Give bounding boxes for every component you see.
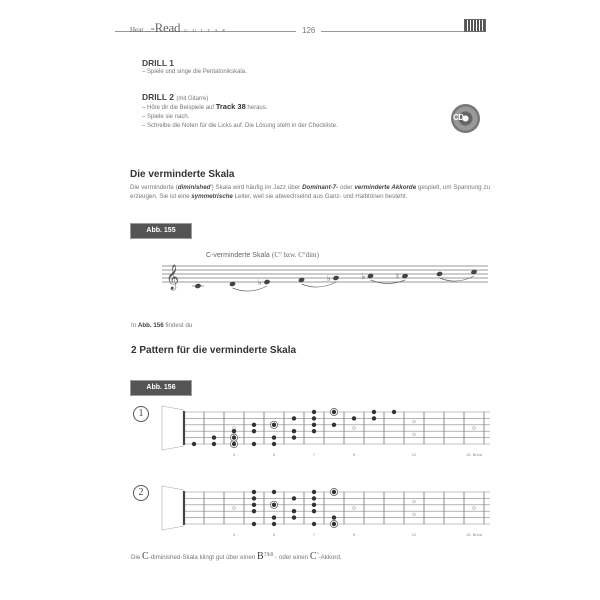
closing-caption (131, 551, 342, 562)
pattern-number-1: 1 (133, 406, 149, 422)
section-paragraph (130, 183, 490, 201)
note-head (436, 271, 443, 277)
headstock (162, 486, 184, 530)
note-head (194, 283, 201, 289)
figure-reference: Abb. 156 (137, 322, 164, 329)
fret-number-label: 5 (272, 452, 276, 457)
scale-dot (292, 509, 296, 513)
scale-dot (292, 435, 296, 439)
staff-notes (192, 269, 478, 291)
fret-marker (233, 507, 236, 510)
root-dot (332, 490, 336, 494)
fret-number-label: 7 (312, 532, 316, 537)
scale-dot (252, 423, 256, 427)
text: -diminished-Skala klingt gut über einen (148, 554, 258, 561)
emphasis-term: diminished (177, 184, 211, 191)
text: Die verminderte ( (130, 184, 178, 191)
root-dot (272, 423, 276, 427)
drill-2-line: – Spiele sie nach. (142, 114, 190, 120)
scale-dot (252, 496, 256, 500)
root-dot (272, 503, 276, 507)
slur (440, 276, 475, 281)
drill-1 (142, 58, 247, 77)
natural-sign: ♮ (396, 272, 399, 281)
scale-dot (272, 490, 276, 494)
headstock (162, 406, 184, 450)
text: - oder einen (273, 554, 310, 561)
text: Die (131, 554, 143, 561)
scale-dot (292, 515, 296, 519)
keyboard-logo-icon (464, 19, 486, 32)
drill-2 (142, 92, 338, 131)
emphasis-term: Dominant-7- (302, 184, 339, 191)
brand-big: -Read (150, 20, 181, 35)
drill-1-line: – Spiele und singe die Pentatonikskala. (142, 69, 247, 75)
flat-sign: ♭ (258, 278, 262, 287)
flat-sign: ♭ (361, 272, 366, 281)
page-number: 126 (296, 26, 321, 35)
text: In (131, 322, 138, 329)
scale-dot (392, 410, 396, 414)
scale-dot (352, 416, 356, 420)
fret-marker (233, 427, 236, 430)
pattern-number-2: 2 (133, 485, 149, 501)
section-patterns (131, 345, 296, 356)
drill-2-line-track (142, 102, 338, 113)
root-dot (232, 435, 236, 439)
flat-sign: ♭ (327, 274, 331, 283)
scale-dot (192, 442, 196, 446)
drill-2-title-text: DRILL 2 (142, 92, 174, 102)
fret-number-label: 9 (352, 532, 356, 537)
scale-dot (312, 429, 316, 433)
text: oder (338, 184, 355, 191)
fret-marker (413, 420, 416, 423)
scale-dot (312, 416, 316, 420)
scale-dot (332, 423, 336, 427)
scale-dot (372, 410, 376, 414)
scale-dot (312, 509, 316, 513)
scale-dot (252, 490, 256, 494)
drill-2-subtitle: (mit Gitarre) (176, 96, 209, 102)
fret-number-label: 12 (411, 532, 417, 537)
scale-dot (292, 429, 296, 433)
staff-chord: (C° bzw. C°dim) (272, 251, 319, 259)
slur (302, 282, 337, 287)
note-head (332, 275, 339, 281)
text: Leiter, weil sie abwechselnd aus Ganz- und Halbtönen besteht. (232, 193, 408, 200)
fret-number-label: 9 (352, 452, 356, 457)
root-dot (232, 442, 236, 446)
staff-title: C-verminderte Skala (206, 252, 270, 259)
scale-dot (312, 496, 316, 500)
fret-number-label: 3 (232, 532, 236, 537)
fretboard-pattern-2 (160, 480, 490, 542)
fret-number-label: 7 (312, 452, 316, 457)
fret-marker (353, 507, 356, 510)
scale-dot (312, 410, 316, 414)
slur (233, 286, 268, 291)
scale-dot (252, 429, 256, 433)
fret-marker (473, 427, 476, 430)
fret-marker (413, 433, 416, 436)
text: -Akkord. (318, 554, 342, 561)
scale-dot (272, 435, 276, 439)
scale-dot (292, 496, 296, 500)
text: ') Skala wird häufig im Jazz über (210, 184, 303, 191)
text: – Höre dir die Beispiele auf (142, 105, 216, 111)
scale-dot (312, 522, 316, 526)
section-heading: 2 Pattern für die verminderte Skala (131, 345, 297, 356)
brand-small: Hear ... (130, 26, 151, 34)
root-dot (332, 522, 336, 526)
fret-marker (473, 507, 476, 510)
section-heading: Die verminderte Skala (130, 169, 235, 180)
intro-156 (131, 322, 192, 329)
fretboard-pattern-1 (160, 400, 490, 462)
chord-suffix: ° (316, 551, 319, 558)
scale-dot (332, 515, 336, 519)
scale-dot (312, 490, 316, 494)
track-reference: Track 38 (215, 102, 246, 111)
brand-sub: GUITAR (184, 28, 230, 33)
drill-2-line: – Schreibe die Noten für die Licks auf. Die Lösung steht in der Checkliste. (142, 123, 338, 129)
note-head (263, 279, 270, 285)
fret-number-label: 15. Bund (465, 532, 483, 537)
figure-label-155: Abb. 155 (131, 224, 191, 238)
chord-root: C (142, 551, 149, 562)
fret-marker (413, 500, 416, 503)
scale-dot (252, 503, 256, 507)
scale-dot (252, 509, 256, 513)
treble-clef-icon: 𝄞 (166, 265, 180, 290)
text: heraus. (245, 105, 268, 111)
scale-dot (292, 416, 296, 420)
root-dot (332, 410, 336, 414)
chord-cdim: C (309, 551, 317, 562)
emphasis-term: verminderte Akkorde (354, 184, 417, 191)
fret-number-label: 5 (272, 532, 276, 537)
fret-number-label: 3 (232, 452, 236, 457)
music-staff (160, 244, 490, 300)
scale-dot (272, 515, 276, 519)
cd-label: CD (453, 113, 464, 122)
scale-dot (372, 416, 376, 420)
chord-b7: B (257, 551, 264, 562)
fret-marker (353, 427, 356, 430)
scale-dot (212, 442, 216, 446)
emphasis-term: symmetrische (191, 193, 233, 200)
fret-number-label: 12 (411, 452, 417, 457)
scale-dot (252, 442, 256, 446)
text: gespielt, um Spannung zu erzeugen. Sie ist eine (130, 184, 491, 200)
scale-dot (232, 429, 236, 433)
section-diminished-scale (130, 169, 490, 201)
figure-label-156: Abb. 156 (131, 381, 191, 395)
drill-2-title (142, 92, 338, 102)
scale-dot (212, 435, 216, 439)
scale-dot (312, 423, 316, 427)
scale-dot (252, 522, 256, 526)
drill-1-title: DRILL 1 (142, 58, 174, 68)
fret-marker (413, 513, 416, 516)
scale-dot (272, 442, 276, 446)
chord-suffix: 7/b9 (263, 551, 274, 558)
scale-dot (272, 522, 276, 526)
header-brand (130, 19, 230, 37)
scale-dot (312, 503, 316, 507)
text: findest du (163, 322, 193, 329)
fret-number-label: 15. Bund (465, 452, 483, 457)
